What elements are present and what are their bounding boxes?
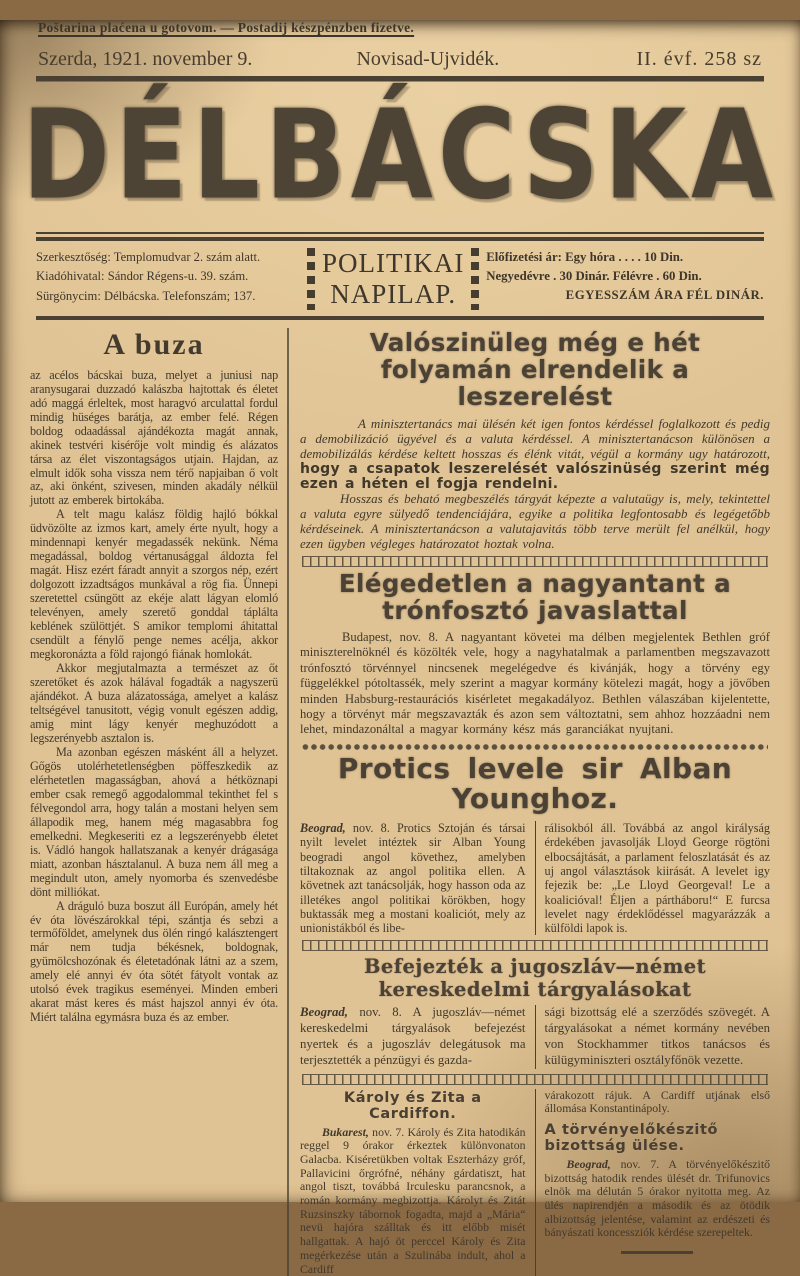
lead-article-title: A buza: [103, 327, 205, 361]
protics-left-text: [300, 821, 526, 935]
demob-paragraph-1-text: A minisztertanács mai ülésén két igen fontos kérdéssel foglalkozott és pedig a demobilizáció ügyével és a valuta kérdéssel. A minisztertanácson különösen a demobilizálás kérdése keltett hosszas és élénk vitát, végül a kormány ugy határozott,: [300, 415, 770, 461]
news-column: [289, 328, 770, 1276]
law-committee-dateline: Beograd,: [566, 1157, 611, 1172]
law-committee-body-text: nov. 7. A törvényelőkészitő bizottság hatodik rendes ülését dr. Trifunovics elnök ma délután 5 órakor nyitotta meg. Az ülés napirendjén a második és az ötödik albizottság jelentése, valamint az erdészeti és bányászati koncessziók kérdése szerepeltek.: [544, 1157, 770, 1240]
protics-column-left: [300, 821, 535, 935]
headline-trade-talks: Befejezték a jugoszláv—német kereskedelmi tárgyalásokat: [364, 955, 706, 1002]
trade-right-text: sági bizottság elé a szerződés szövegét. A tárgyalásokat a német kormány nevében von Stockhammer titkos tanácsos és külügyminiszteri osztályfőnök vezette.: [544, 1005, 770, 1067]
demob-paragraph-1: [300, 416, 770, 491]
trade-dateline: Beograd,: [300, 1005, 348, 1020]
header-rule: [36, 76, 764, 81]
dots-separator: [302, 743, 768, 751]
protics-column-right: [535, 821, 771, 935]
headline-antant: Elégedetlen a nagyantant a trónfosztó javaslattal: [338, 569, 732, 626]
publisher-office-line: Kiadóhivatal: Sándor Régens-u. 39. szám.: [36, 269, 249, 284]
newspaper-page: [0, 20, 800, 1276]
page-content: [30, 328, 770, 1276]
lead-paragraph: Ma azonban egészen másként áll a helyzet. Gőgös utolérhetetlenségben pöffeszkedik az elérhetetlen magasságban, ahová a hétköznapi ember csak remegő aggodalommal tekinthet fel s félvegondol arra, hogy talán a mostani helyen sem állapodik meg, hanem még magasabbra fog emelkedni. Megkeseriti ez a legszerényebb életet is. Vádló hangok hallatszanak a kenyér drágasága miatt, azonban hásztalanul. A buza nem áll meg a megindult uton, amely nyomorba és szenvedésbe dönt milliókat.: [30, 744, 278, 899]
karoly-zita-body: [300, 1126, 526, 1276]
demob-bold-statement: hogy a csapatok leszerelését valószinüség szerint még ezen a héten el fogja rendelni.: [300, 460, 770, 492]
antant-body: [300, 630, 770, 738]
masthead-title: DÉLBÁCSKA: [21, 83, 779, 227]
column-divider: [287, 328, 289, 1276]
royal-visit-column: [300, 1089, 535, 1276]
lead-paragraph: Akkor megjutalmazta a természet az őt szeretőket és azok hálával fogadták a nagyszerü ajándékot. A buza alázatossága, amelyet a kalász teltségével tanusitott, végig vonult egészen addig, amig mint lágy kenyér meghuzódott a legszerényebb asztalon is.: [30, 661, 278, 745]
antant-dateline: Budapest, nov. 8.: [342, 630, 439, 645]
antant-body-text: A nagyantant követei ma délben megjelentek Bethlen gróf miniszterelnöknél és közölték vele, hogy a nagyhatalmak a parlamentben megszavazott trónfosztó törvénnyel nincsenek megelégedve és kivánják, hogy a törvény egy függelékkel pótoltassék, mely szerint a magyar kormány kötelezi magát, hogy a jövőben minden Habsburg-restaurációs kisérletet megakadályoz. Bethlen válaszában kijelentette, hogy a törvényt már megszavazták és azon sem változtatni, sem ahhoz hozzáadni nem lehet, mindazonáltal a magyar kormány kész más garanciákat nyujtani.: [300, 630, 770, 737]
postage-notice: Poštarina plaćena u gotovom. — Postadij készpénzben fizetve.: [38, 20, 415, 35]
protics-left-body: nov. 8. Protics Sztoján és társai nyilt levelet intéztek sir Alban Young beogradi angol követhez, amelyben tiltakoznak az angol politika ellen. A követnek azt tanácsolják, hogy hasson oda az illetékes angol politikai körökben, hogy buktassák meg a mostani koaliciót, mely az unionistákból és libe-: [300, 821, 526, 936]
trade-column-left: [300, 1005, 535, 1068]
trade-columns: [300, 1005, 770, 1068]
right-bottom-column: [535, 1089, 771, 1276]
squares-separator: [302, 1074, 768, 1085]
subscription-line-monthly: Előfizetési ár: Egy hóra . . . . 10 Din.: [486, 249, 684, 264]
karoly-zita-dateline: Bukarest,: [322, 1124, 369, 1139]
dashed-divider: [471, 248, 479, 310]
issue-number: II. évf. 258 sz: [636, 48, 762, 70]
protics-right-text: rálisokból áll. Továbbá az angol királyság érdekében javasolják Lloyd George rögtöni elbocsájtását, a parlament feloszlatását és az uj angol választások kiirását. A levelet igy fejezik be: „Le Lloyd Georgeval! Le a koalicióval! Éljen a pártháboru!“ E furcsa levelet nagy érdeklődéssel magyarázzák a külföldi lapok is.: [544, 821, 770, 936]
issue-date: Szerda, 1921. november 9.: [38, 48, 253, 70]
trade-column-right: [535, 1005, 771, 1068]
headline-protics-letter: Protics levele sir Alban Younghoz.: [337, 751, 733, 816]
dashed-divider: [307, 248, 315, 310]
lead-paragraph: A telt magu kalász földig hajló bókkal üdvözölte az izmos kart, amely érte nyult, hogy a mindennapi kenyér megadassék nekünk. Néma megadással, boldog vértanusággal áldozta fel magát. Hisz ezért fáradt annyit a szorgos nép, ezért dolgozott izzadtságos munkával a rög fia. Ünnepi szeretettel csüngött az ekéje alatt lágyan elomló televényen, amely szerető gonddal táplálta keblének szülöttjét. S amikor templomi áhitattal csendült a fénylő penge nemes acélja, akkor megkoronázta a föld rajongó fiának homlokát.: [30, 507, 278, 662]
headline-law-committee: A törvényelőkészitő bizottság ülése.: [544, 1122, 719, 1155]
squares-separator: [302, 556, 768, 567]
office-info: [36, 248, 300, 310]
telegram-phone-line: Sürgönycim: Délbácska. Telefonszám; 137.: [36, 288, 256, 303]
protics-columns: [300, 821, 770, 935]
protics-dateline: Beograd,: [300, 821, 346, 836]
editorial-office-line: Szerkesztőség: Templomudvar 2. szám alatt.: [36, 249, 261, 264]
publication-info-band: [36, 241, 764, 320]
lead-paragraph: az acélos bácskai buza, melyet a juniusi nap aranysugarai duzzadó kalászba hajtottak és életet adó maggá érleltek, most haragvó arculattal fordul mindig hüséges barátja, az ember felé. Régen boldog odaadással ajándékozta magát annak, akinek testvéri kisérője volt mindig és alázatos társa az élet viszontagságos utjain. Hajdan, az elmult idők soha vissza nem térő napjaiban ő volt az, aki önként, szivesen, minden akadály nélkül jutott az emberek birtokába.: [30, 367, 278, 508]
subscription-info: [486, 248, 764, 310]
masthead-rule: [36, 232, 764, 241]
squares-separator: [302, 940, 768, 951]
lead-paragraph: A dráguló buza boszut áll Európán, amely hét év óta lövészárokkal tépi, szántja és sebzi a termőföldet, amelynek dus ölén ringó kalásztengert már nem tudja békésnek, boldognak, gyümölcshozónak és életetadónak látni az a szem, amely elé annyi év óta sötét fátyolt vontak az utolsó évek tragikus eseményei. Minden emberi akarat mást keres és mást hajszol annyi év óta. Miért találna egymásra buza és az ember.: [30, 898, 278, 1025]
trade-left-text: [300, 1005, 526, 1068]
trade-left-body: nov. 8. A jugoszláv—német kereskedelmi tárgyalások befejezést nyertek és a jugoszláv delegátusok ma terjesztették a pénzügyi és gazda-: [300, 1005, 526, 1067]
single-copy-price: EGYESSZÁM ÁRA FÉL DINÁR.: [565, 288, 764, 303]
cardiff-continuation: várakozott rájuk. A Cardiff utjának első állomása Konstantinápoly.: [544, 1087, 770, 1116]
karoly-zita-body-text: nov. 7. Károly és Zita hatodikán reggel 9 órakor érkeztek különvonaton Galacba. Kiséretükben voltak Eszterházy gróf, Pallavicini őrgrófné, néhány gárdatiszt, hat angol tiszt, továbbá Irculesku parancsnok, a román kormány megbizottja. Károlyt és Zitát Ruzsinszky tábornok fogadta, majd a „Mária“ nevü hajóra szálltak és itt előbb misét hallgattak. A hajó öt perccel Károly és Zita megérkezése után a Szulinába indult, ahol a Cardiff: [300, 1124, 526, 1276]
headline-demobilization: Valószinüleg még e hét folyamán elrendelik a leszerelést: [369, 327, 701, 411]
lead-article-column: [30, 328, 287, 1276]
demob-paragraph-2: Hosszas és beható megbeszélés tárgyát képezte a valutaügy is, mely, tekintettel a valuta egyre sülyedő tendenciájára, egyike a politika legfontosabb és legégetőbb kérdéseinek. A minisztertanácson a valutajavitás több terve merült fel anélkül, hogy ezen ügyben végleges határozatot hoztak volna.: [300, 490, 770, 552]
paper-type-label: POLITIKAI NAPILAP.: [321, 247, 465, 309]
dateline-row: [38, 48, 762, 71]
article-end-rule: [621, 1251, 693, 1254]
law-committee-body: [545, 1158, 771, 1240]
place-of-publication: Novisad-Ujvidék.: [356, 48, 500, 70]
headline-karoly-zita: Károly és Zita a Cardiffon.: [343, 1089, 482, 1122]
bottom-columns: [300, 1089, 770, 1276]
subscription-line-quarterly: Negyedévre . 30 Dinár. Félévre . 60 Din.: [486, 268, 702, 283]
